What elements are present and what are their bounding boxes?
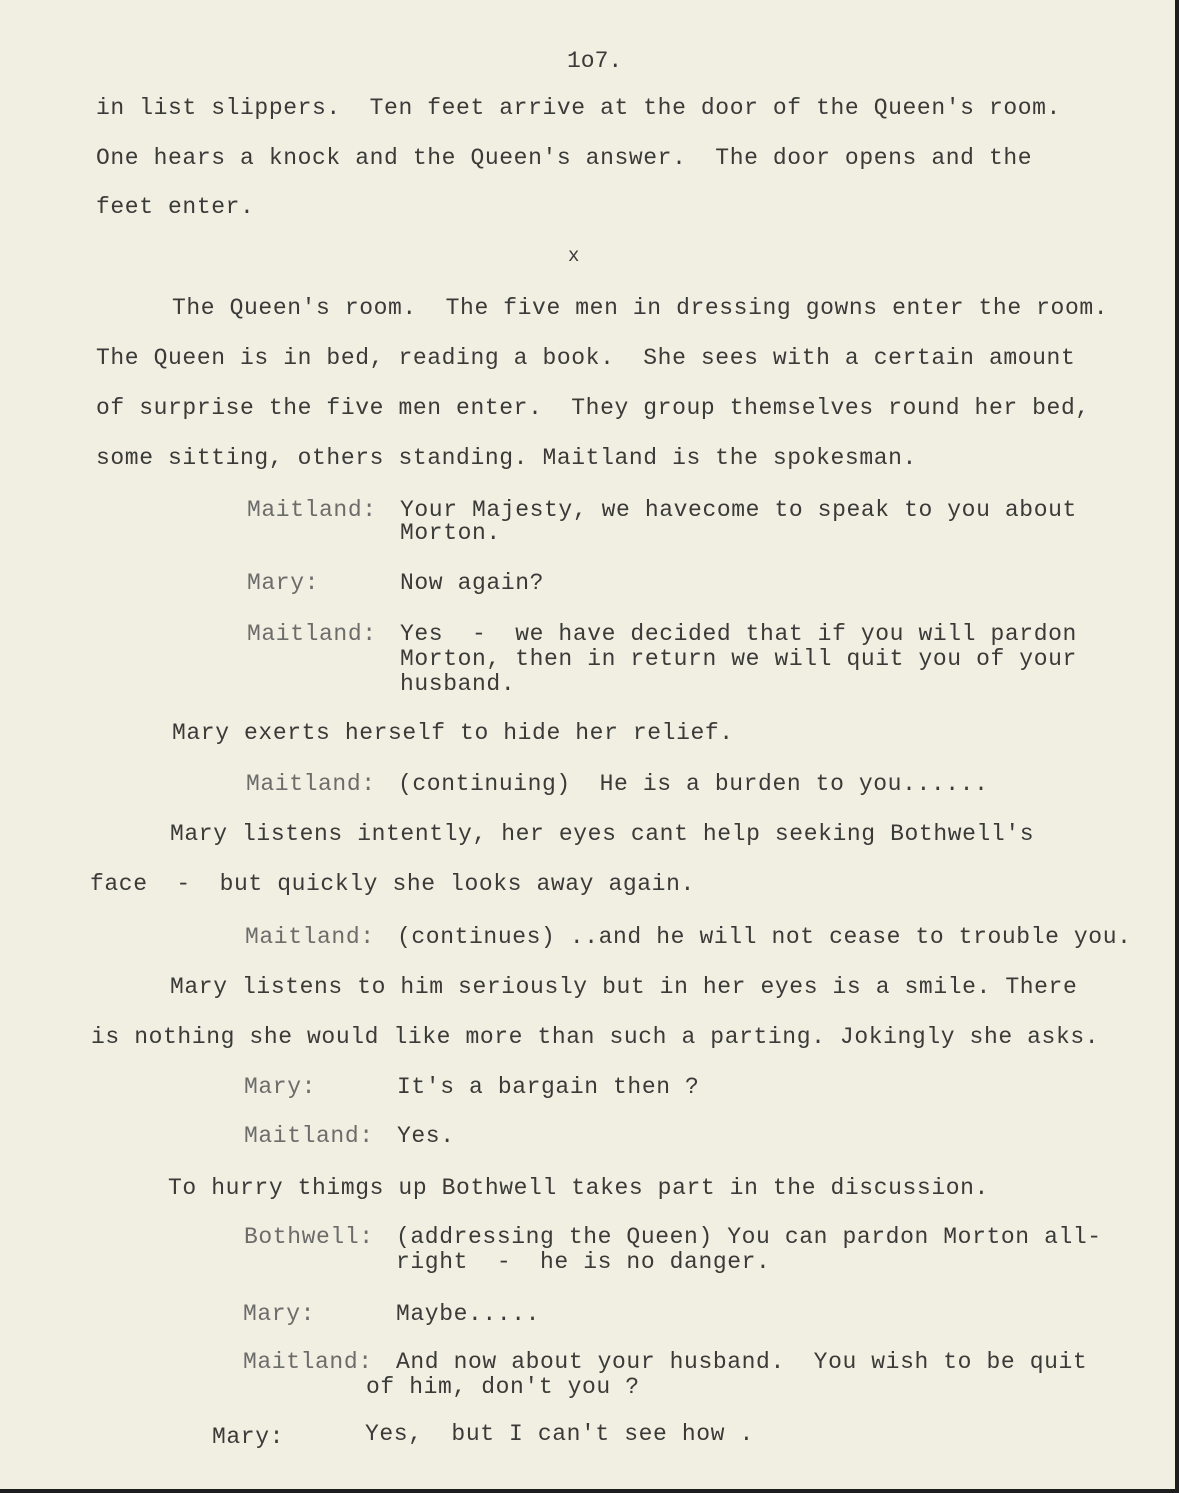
dialogue-text: It's a bargain then ?	[397, 1074, 700, 1100]
dialogue-text: of him, don't you ?	[366, 1374, 640, 1400]
dialogue-speaker: Mary:	[244, 1074, 317, 1100]
dialogue-text: Morton.	[400, 520, 501, 546]
text-line: face - but quickly she looks away again.	[90, 871, 695, 897]
text-line: The Queen's room. The five men in dressing gowns enter the room.	[172, 295, 1109, 321]
text-line: some sitting, others standing. Maitland is the spokesman.	[96, 445, 917, 471]
dialogue-speaker: Maitland:	[246, 771, 376, 797]
dialogue-speaker: Mary:	[212, 1424, 285, 1450]
dialogue-speaker: Maitland:	[247, 621, 377, 647]
text-line: Mary listens to him seriously but in her eyes is a smile. There	[170, 974, 1078, 1000]
text-line: Mary listens intently, her eyes cant help seeking Bothwell's	[170, 821, 1035, 847]
dialogue-speaker: Maitland:	[243, 1349, 373, 1375]
dialogue-speaker: Maitland:	[244, 1123, 374, 1149]
dialogue-text: husband.	[400, 671, 516, 697]
text-line: To hurry thimgs up Bothwell takes part in the discussion.	[168, 1175, 989, 1201]
text-line: One hears a knock and the Queen's answer. The door opens and the	[96, 145, 1033, 171]
dialogue-speaker: Mary:	[243, 1301, 316, 1327]
dialogue-speaker: Mary:	[247, 570, 320, 596]
dialogue-speaker: Bothwell:	[244, 1224, 374, 1250]
dialogue-speaker: Maitland:	[247, 497, 377, 523]
dialogue-text: And now about your husband. You wish to be quit	[396, 1349, 1088, 1375]
dialogue-text: Yes.	[397, 1123, 455, 1149]
dialogue-text: Maybe.....	[396, 1301, 541, 1327]
text-line: The Queen is in bed, reading a book. She sees with a certain amount	[96, 345, 1076, 371]
page-number: 1o7.	[567, 48, 623, 74]
dialogue-text: Now again?	[400, 570, 545, 596]
text-line: feet enter.	[96, 194, 255, 220]
text-line: of surprise the five men enter. They group themselves round her bed,	[96, 395, 1090, 421]
dialogue-text: right - he is no danger.	[396, 1249, 771, 1275]
dialogue-text: Morton, then in return we will quit you of your	[400, 646, 1077, 672]
text-line: is nothing she would like more than such a parting. Jokingly she asks.	[91, 1024, 1100, 1050]
dialogue-text: (continuing) He is a burden to you......	[398, 771, 989, 797]
dialogue-text: Yes - we have decided that if you will pardon	[400, 621, 1077, 647]
dialogue-text: (continues) ..and he will not cease to trouble you.	[397, 924, 1132, 950]
dialogue-speaker: Maitland:	[245, 924, 375, 950]
text-line: Mary exerts herself to hide her relief.	[172, 720, 734, 746]
dialogue-text: (addressing the Queen) You can pardon Morton all-	[396, 1224, 1102, 1250]
dialogue-text: Your Majesty, we havecome to speak to you about	[400, 497, 1077, 523]
dialogue-text: Yes, but I can't see how .	[365, 1421, 754, 1447]
text-line: in list slippers. Ten feet arrive at the door of the Queen's room.	[96, 95, 1061, 121]
section-separator: x	[568, 245, 580, 267]
